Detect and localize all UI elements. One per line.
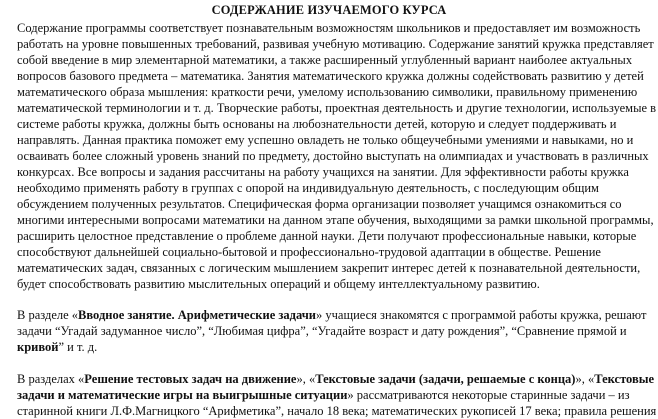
paragraph-1-line: будет способствовать развитию мыслительных операций и общему интеллектуальному развитию. <box>17 277 540 291</box>
section-name: Вводное занятие. Арифметические задачи <box>78 308 316 322</box>
paragraph-1-line: необходимо применять работу в группах с опорой на индивидуальную деятельность, с последующим общим <box>17 181 599 195</box>
section-name: Решение тестовых задач на движение <box>84 372 297 386</box>
text-run: » рассматриваются некоторые старинные задачи – из <box>347 388 630 402</box>
paragraph-1-line: направлять. Данная практика поможет ему успешно овладеть не только общеучебными умениями и навыками, но и <box>17 133 634 147</box>
paragraph-1-line: конкурсах. Все вопросы и задания рассчитаны на работу учащихся на занятии. Для эффективности работы кружка <box>17 165 629 179</box>
section-name: задачи и математические игры на выигрышные ситуации <box>17 388 348 402</box>
paragraph-1-line: обсуждением полученных результатов. Специфическая форма организации позволяет учащимся ознакомиться со <box>17 197 622 211</box>
text-run: », « <box>296 372 316 386</box>
paragraph-3-line: старинной книги Л.Ф.Магницкого “Арифметика”, начало 18 века; математических рукописей 17 века; правила решения <box>17 404 657 418</box>
paragraph-3-line <box>17 388 630 403</box>
paragraph-1-line: многими интересными вопросами математики на данном этапе обучения, выходящими за рамки школьной программы, <box>17 213 654 227</box>
paragraph-1-line: собой введение в мир элементарной математики, а также расширенный углубленный вариант наиболее актуальных <box>17 53 633 67</box>
paragraph-1-line: математического образа мышления: краткости речи, умелому использованию символики, правильному применению <box>17 85 638 99</box>
paragraph-3-line <box>17 372 654 387</box>
document-title: СОДЕРЖАНИЕ ИЗУЧАЕМОГО КУРСА <box>211 3 447 17</box>
paragraph-1-line: расширить целостное представление о проблеме данной науки. Дети получают профессиональные навыки, которые <box>17 229 637 243</box>
section-name: Текстовые задачи (задачи, решаемые с конца) <box>315 372 576 386</box>
paragraph-1-line: математической терминологии и т. д. Творческие работы, проектная деятельность и другие технологии, используемые в <box>17 101 657 115</box>
text-run: В разделах « <box>17 372 85 386</box>
paragraph-2-line <box>17 308 646 323</box>
text-run: ” и т. д. <box>58 340 98 354</box>
section-name: кривой <box>17 340 59 354</box>
paragraph-1-line: Содержание программы соответствует познавательным возможностям школьников и предоставляет им возможность <box>17 21 641 35</box>
paragraph-2-line: задачи “Угадай задуманное число”, “Любимая цифра”, “Угадайте возраст и дату рождения”, “Сравнение прямой и <box>17 324 627 338</box>
text-run: В разделе « <box>17 308 79 322</box>
section-name: Текстовые <box>594 372 655 386</box>
paragraph-1-line: работать на уровне повышенных требований, развивая учебную мотивацию. Содержание занятий кружка представляет <box>17 37 654 51</box>
paragraph-1-line: системе работы кружка, должны быть основаны на любознательности детей, которую и следует поддерживать и <box>17 117 617 131</box>
paragraph-1-line: вопросов базового предмета – математика. Занятия математического кружка должны содействовать развитию у детей <box>17 69 644 83</box>
paragraph-2-line <box>17 340 97 355</box>
paragraph-1-line: осваивать более сложный уровень знаний по предмету, достойно выступать на олимпиадах и участвовать в различных <box>17 149 649 163</box>
paragraph-1-line: математических задач, связанных с логическим мышлением закрепит интерес детей к познавательной деятельности, <box>17 261 641 275</box>
text-run: » учащиеся знакомятся с программой работы кружка, решают <box>315 308 647 322</box>
text-run: », « <box>575 372 595 386</box>
paragraph-1-line: способствуют дальнейшей социально-бытовой и профессионально-трудовой адаптации в обществе. Решение <box>17 245 601 259</box>
